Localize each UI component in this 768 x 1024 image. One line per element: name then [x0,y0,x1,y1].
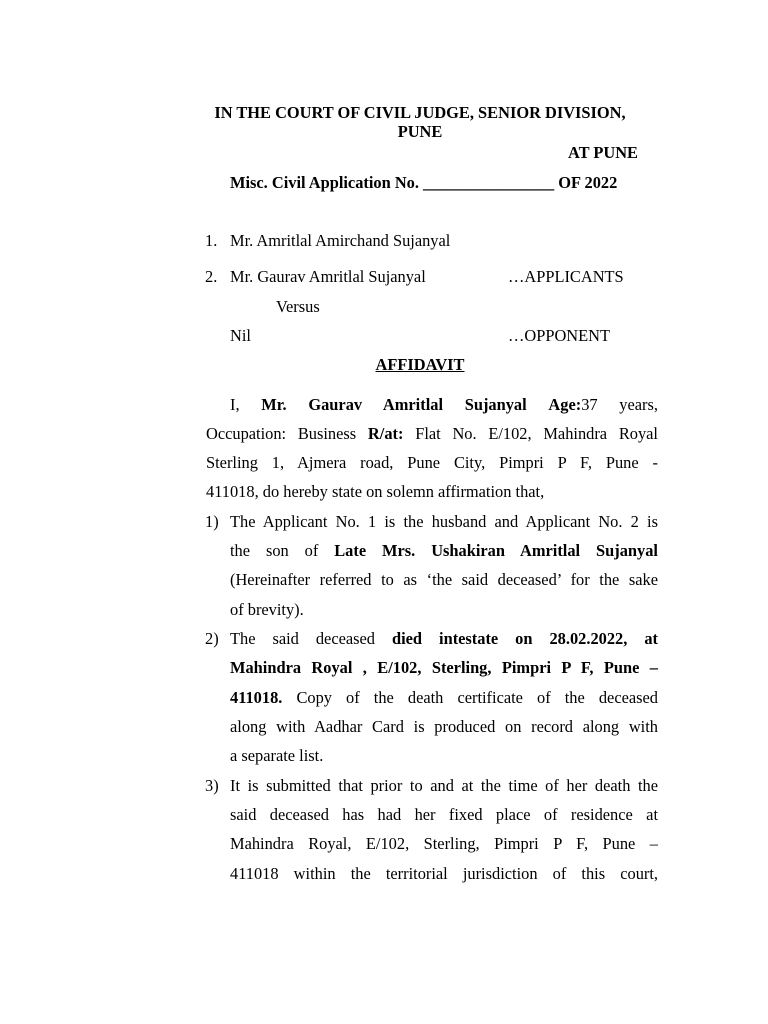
versus: Versus [276,297,320,316]
court-heading [186,103,654,141]
para2-line3-b: Copy of the death certificate of the deceased [296,688,658,707]
residence-label: R/at: [367,424,404,443]
intro-line1 [206,395,658,415]
intro-i: I, [230,395,240,414]
applicant1-name: Mr. Amritlal Amirchand Sujanyal [230,231,451,250]
para2-line1 [230,629,658,649]
death-details: died intestate on 28.02.2022, at [391,629,658,648]
para1-line4: of brevity). [230,600,304,619]
para3-number: 3) [205,776,219,795]
court-heading-line1: IN THE COURT OF CIVIL JUDGE, SENIOR DIVISION, [214,103,626,122]
applicants-label: …APPLICANTS [508,267,624,286]
opponent-name: Nil [230,326,251,345]
deponent-name: Mr. Gaurav Amritlal Sujanyal [261,395,527,414]
para2-line3 [230,688,658,708]
para1-line1: The Applicant No. 1 is the husband and Applicant No. 2 is [230,512,658,531]
para2-line4: along with Aadhar Card is produced on record along with [230,717,658,736]
at-pune: AT PUNE [568,143,638,162]
para1-number: 1) [205,512,219,531]
applicant2-name: Mr. Gaurav Amritlal Sujanyal [230,267,426,286]
para3-line1: It is submitted that prior to and at the time of her death the [230,776,658,795]
court-heading-line2: PUNE [397,122,443,141]
address-part1: Flat No. E/102, Mahindra Royal [415,424,658,443]
intro-line2 [206,424,658,444]
applicant2-number: 2. [205,267,218,286]
para2-number: 2) [205,629,219,648]
para3-line4: 411018 within the territorial jurisdiction of this court, [230,864,658,883]
para2-line5: a separate list. [230,746,324,765]
para3-line2: said deceased has had her fixed place of residence at [230,805,658,824]
para1-line2-a: the son of [230,541,319,560]
occupation: Occupation: Business [206,424,357,443]
intro-line4: 411018, do hereby state on solemn affirmation that, [206,482,545,501]
para1-line2 [230,541,658,561]
para1-line3: (Hereinafter referred to as ‘the said deceased’ for the sake [230,570,658,589]
opponent-label: …OPPONENT [508,326,610,345]
deceased-name: Late Mrs. Ushakiran Amritlal Sujanyal [334,541,658,560]
affidavit-title: AFFIDAVIT [375,355,465,374]
intro-line3: Sterling 1, Ajmera road, Pune City, Pimpri P F, Pune - [206,453,658,472]
misc-application-number: Misc. Civil Application No. ________________ OF 2022 [230,173,618,192]
age-label: Age: [548,395,582,414]
para3-line3: Mahindra Royal, E/102, Sterling, Pimpri P F, Pune – [230,834,658,853]
age-value: 37 years, [581,395,658,414]
applicant1-number: 1. [205,231,218,250]
para2-pincode: 411018. [230,688,283,707]
para2-line2: Mahindra Royal , E/102, Sterling, Pimpri P F, Pune – [230,658,658,677]
para2-line1-a: The said deceased [230,629,375,648]
